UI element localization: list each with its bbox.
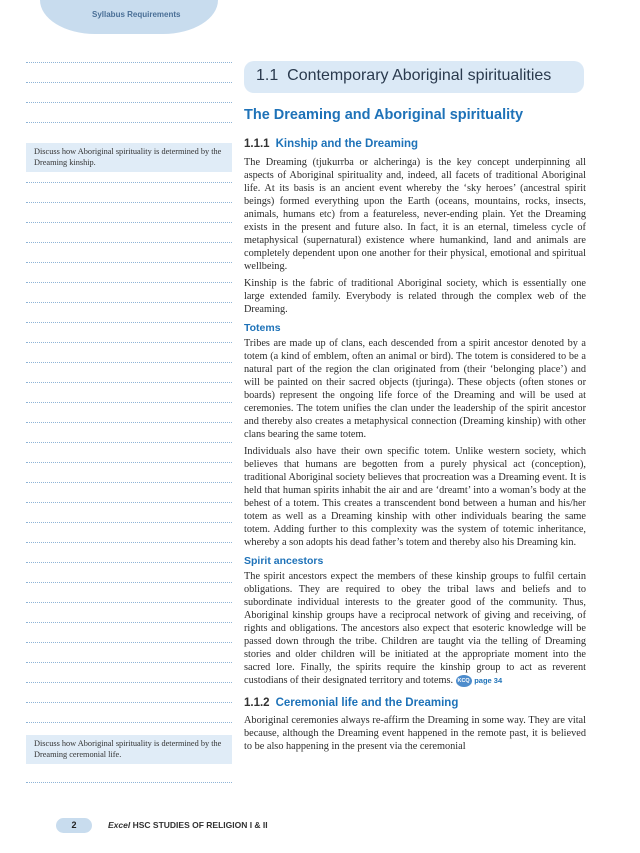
section-title-bar <box>244 61 584 93</box>
kcq-badge-icon: KCQ <box>456 675 472 687</box>
margin-rule-line <box>26 422 232 423</box>
margin-rule-line <box>26 182 232 183</box>
paragraph: The Dreaming (tjukurrba or alcheringa) is the key concept underpinning all aspects of Aboriginal spirituality and, indeed, all facets of traditional Aboriginal life. At its basis is an ancient event whereby the ‘sky heroes’ (ancestral spirit beings) formed everything upon the Earth (oceans, mountains, rocks, insects, animals, humans etc) from a featureless, never-ending plain. Yet the Dreaming exists in the present and future also. In fact, it is an eternal, timeless cycle of metaphysical (supernatural) existence where humankind, land and animals are completely dependent upon one another for their physical, emotional and spiritual wellbeing. <box>244 157 586 272</box>
footer-book-title: HSC STUDIES OF RELIGION I & II <box>132 820 268 830</box>
subsection-title: Kinship and the Dreaming <box>275 138 419 150</box>
margin-rule-line <box>26 582 232 583</box>
kcq-page-ref: page 34 <box>474 676 503 685</box>
margin-rule-line <box>26 562 232 563</box>
margin-rule-line <box>26 382 232 383</box>
syllabus-tab-label: Syllabus Requirements <box>92 10 181 19</box>
margin-note-ceremonial: Discuss how Aboriginal spirituality is determined by the Dreaming ceremonial life. <box>26 735 232 764</box>
margin-rule-line <box>26 302 232 303</box>
section-heading: The Dreaming and Aboriginal spirituality <box>244 107 524 123</box>
paragraph: Tribes are made up of clans, each descended from a spirit ancestor denoted by a totem (a kind of emblem, often an animal or bird). The totem is considered to be a natural part of the region the clan originated from (their ‘belonging place’) and will be painted on their sacred objects (tjuringa). These objects (often stones or boards) represent the ongoing life force of the Dreaming and will be used at ceremonies. The totem unifies the clan under the leadership of the spirit ancestor and thereby also creates a metaphysical connection (Dreaming kinship) with other clans bearing the same totem. <box>244 338 586 440</box>
margin-rule-line <box>26 342 232 343</box>
margin-rule-line <box>26 682 232 683</box>
margin-rule-line <box>26 362 232 363</box>
margin-rule-line <box>26 242 232 243</box>
margin-note-kinship: Discuss how Aboriginal spirituality is determined by the Dreaming kinship. <box>26 143 232 172</box>
footer-title <box>108 820 268 830</box>
margin-rule-line <box>26 322 232 323</box>
margin-rule-line <box>26 282 232 283</box>
subsection-kinship <box>244 138 586 753</box>
margin-rule-line <box>26 402 232 403</box>
footer-brand: Excel <box>108 820 131 830</box>
paragraph: Kinship is the fabric of traditional Aboriginal society, which is essentially one large extended family. Everybody is related through the complex web of the Dreaming. <box>244 278 586 315</box>
margin-rule-line <box>26 662 232 663</box>
margin-rule-line <box>26 62 232 63</box>
margin-rule-line <box>26 222 232 223</box>
syllabus-tab <box>40 0 218 34</box>
margin-rule-line <box>26 722 232 723</box>
section-number: 1.1 <box>256 67 279 84</box>
margin-rule-line <box>26 462 232 463</box>
paragraph <box>244 570 586 687</box>
margin-rule-line <box>26 82 232 83</box>
paragraph: Individuals also have their own specific totem. Unlike western society, which believes that humans are begotten from a purely physical act (conception), traditional Aboriginal society believes that procreation was a Dreaming event. It is held that human spirits inhabit the air and are ‘dreamt’ into a woman’s body at the behest of a totem. This creates a transcendent bond between a human and his/her totem as well as a Dreaming kinship with other individuals bearing the same totem. Adding further to this complexity was the system of totemic inheritance, whereby a son adopts his dead father’s totem and thereby also his Dreaming kin. <box>244 446 586 548</box>
margin-rule-line <box>26 102 232 103</box>
subsection-number: 1.1.2 <box>244 697 270 709</box>
margin-rule-line <box>26 442 232 443</box>
page-number: 2 <box>56 818 92 833</box>
margin-rule-line <box>26 522 232 523</box>
paragraph-text: The spirit ancestors expect the members of these kinship groups to fulfil certain obligations. They are required to obey the tribal laws and beliefs and to subordinate individual interests to the greater good of the community. Thus, Aboriginal kinship groups have a reciprocal network of giving and receiving, of rights and obligations. The ancestors also expect that esoteric knowledge will be passed down through the tribe. Children are taught via the telling of Dreaming stories and older children will be initiated at the appropriate moment into the sacred lore. Finally, the spirits require the kinship group to act as reverent custodians of their designated territory and totems. <box>244 571 586 686</box>
margin-rule-line <box>26 122 232 123</box>
totems-heading: Totems <box>244 322 281 334</box>
margin-rule-line <box>26 782 232 783</box>
subsection-number: 1.1.1 <box>244 138 270 150</box>
margin-rule-line <box>26 502 232 503</box>
margin-rule-line <box>26 542 232 543</box>
margin-rule-line <box>26 262 232 263</box>
paragraph: Aboriginal ceremonies always re-affirm the Dreaming in some way. They are vital because, although the Dreaming event happened in the remote past, it is believed to be also happening in the present via the ceremonial <box>244 715 586 752</box>
margin-rule-line <box>26 202 232 203</box>
margin-rule-line <box>26 622 232 623</box>
margin-rule-line <box>26 642 232 643</box>
subsection-title: Ceremonial life and the Dreaming <box>275 697 459 709</box>
margin-rule-line <box>26 702 232 703</box>
margin-rule-line <box>26 602 232 603</box>
spirit-ancestors-heading: Spirit ancestors <box>244 555 324 567</box>
section-title: Contemporary Aboriginal spiritualities <box>287 67 552 84</box>
margin-rule-line <box>26 482 232 483</box>
